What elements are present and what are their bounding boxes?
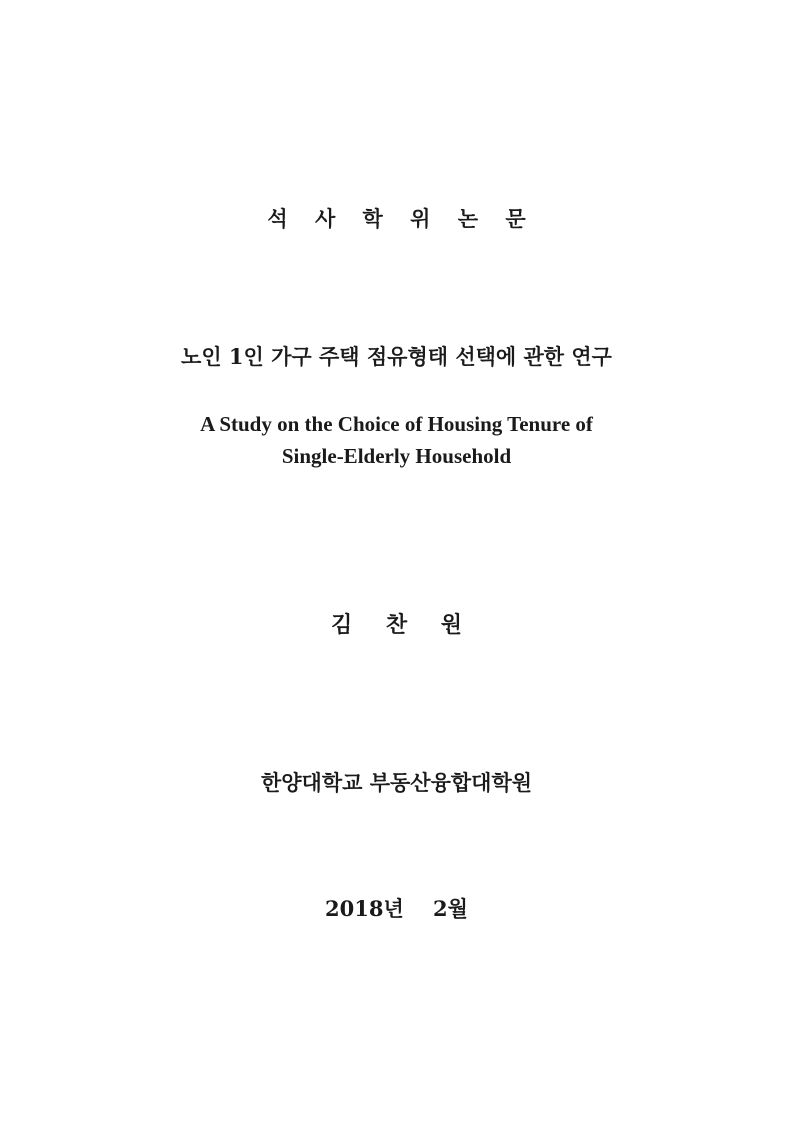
title-english-line1: A Study on the Choice of Housing Tenure of [200,412,593,436]
title-korean: 노인 1인 가구 주택 점유형태 선택에 관한 연구 [181,344,612,369]
title-english [0,408,793,472]
institution-name: 한양대학교 부동산융합대학원 [260,770,533,795]
title-english-line2: Single-Elderly Household [281,444,512,468]
submission-date: 2018년 2월 [325,896,468,921]
author-name: 김 찬 원 [330,612,463,638]
degree-label: 석 사 학 위 논 문 [267,206,536,231]
